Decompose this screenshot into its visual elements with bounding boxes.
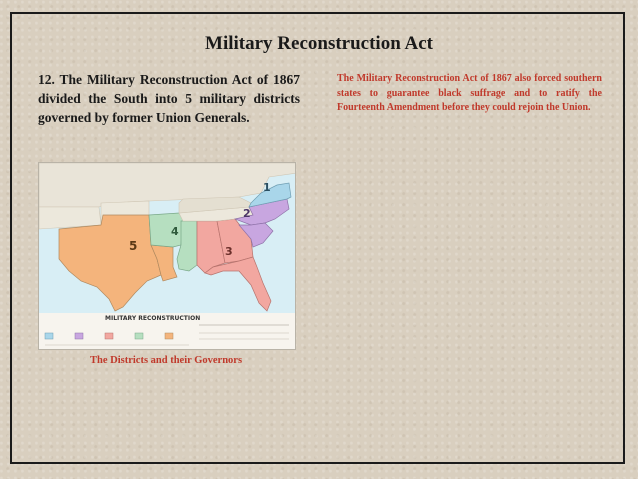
main-point-text: 12. The Military Reconstruction Act of 1867 divided the South into 5 military districts governed by former Union Generals. bbox=[38, 72, 300, 125]
district-label-1: 1 bbox=[263, 181, 271, 194]
map-legend-heading: MILITARY RECONSTRUCTION bbox=[105, 315, 201, 322]
district-label-3: 3 bbox=[225, 245, 233, 258]
district-label-2: 2 bbox=[243, 207, 251, 220]
slide-title: Military Reconstruction Act bbox=[205, 33, 433, 54]
map-caption: The Districts and their Governors bbox=[90, 355, 243, 366]
district-label-4: 4 bbox=[171, 225, 179, 238]
district-label-5: 5 bbox=[129, 239, 138, 253]
reconstruction-map bbox=[38, 162, 296, 350]
detail-text: The Military Reconstruction Act of 1867 also forced southern states to guarantee black suffrage and to ratify the Fourteenth Amendment before they could rejoin the Union. bbox=[337, 73, 602, 113]
